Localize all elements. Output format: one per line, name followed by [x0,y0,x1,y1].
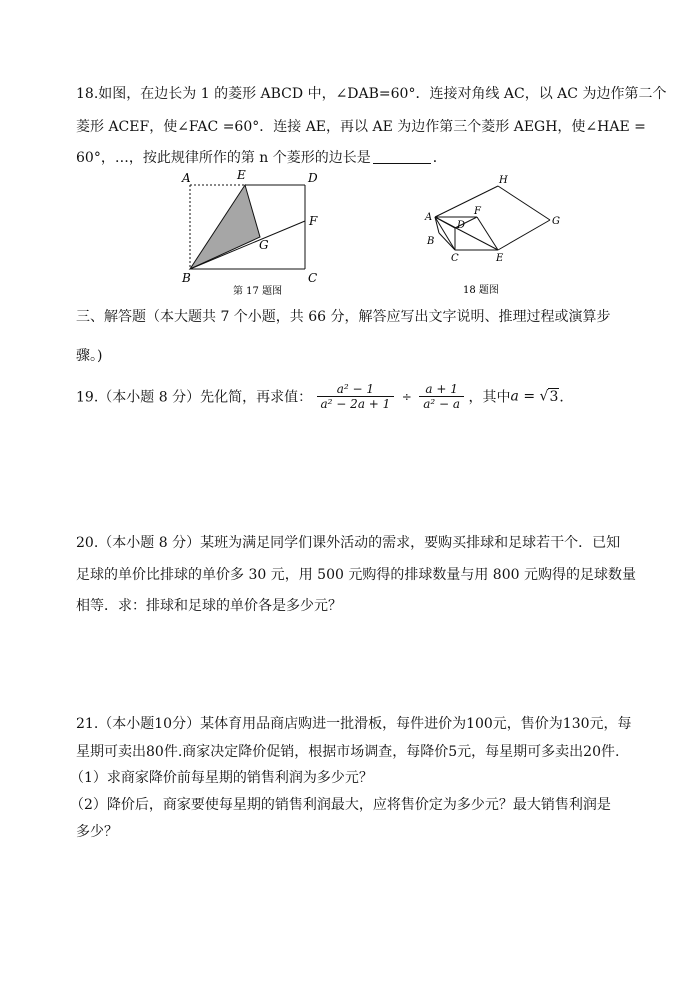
figure-18 [420,170,570,300]
q19-line [76,382,573,411]
figure-17-caption: 第 17 题图 [233,286,283,297]
label-c: C [451,253,459,264]
label-b: B [427,236,435,247]
fraction-1 [317,382,395,411]
section-3-heading-line-1: 三、解答题（本大题共 7 个小题，共 66 分，解答应写出文字说明、推理过程或演算步 [76,309,611,325]
label-e: E [237,168,246,182]
fraction-2-denominator: a² − a [423,397,461,411]
q20-line-3: 相等．求：排球和足球的单价各是多少元？ [76,598,342,614]
label-g: G [552,216,560,227]
shaded-triangle [190,185,260,269]
q19-variable: a [510,388,519,405]
side-ah [435,186,498,217]
q21-part-2-line-2: 多少？ [76,824,118,840]
q18-line-3-end: ． [432,150,447,166]
q18-line-3-text: 60°，…，按此规律所作的第 n 个菱形的边长是 [76,150,371,166]
sqrt-value: 3 [549,388,559,405]
side-bc [439,233,455,250]
label-e: E [496,253,504,264]
label-a: A [425,212,433,223]
label-d: D [308,171,318,185]
answer-blank [373,149,431,164]
q19-equals: = [518,388,540,405]
label-f: F [474,206,481,217]
label-b: B [182,271,191,285]
label-a: A [182,171,191,185]
q20-line-1: 20.（本小题 8 分）某班为满足同学们课外活动的需求，要购买排球和足球若干个．已知 [76,535,621,551]
q21-part-1: （1）求商家降价前每星期的销售利润为多少元？ [70,770,373,786]
label-g: G [259,238,269,252]
q21-line-2: 星期可卖出80件.商家决定降价促销，根据市场调查，每降价5元，每星期可多卖出20件. [76,744,620,760]
divide-sign: ÷ [401,389,412,404]
label-f: F [309,214,318,228]
q18-line-1: 18.如图，在边长为 1 的菱形 ABCD 中，∠DAB=60°．连接对角线 AC，以 AC 为边作第二个 [76,86,667,102]
q20-line-2: 足球的单价比排球的单价多 30 元，用 500 元购得的排球数量与用 800 元购得的足球数量 [76,567,636,583]
q18-line-3 [76,147,447,167]
figure-18-caption: 18 题图 [463,285,499,296]
q19-prefix: 19.（本小题 8 分）先化简，再求值： [76,389,313,406]
figure-17 [175,165,335,300]
q19-end: ． [559,389,574,406]
fraction-1-numerator: a² − 1 [317,382,395,397]
label-d: D [457,220,466,231]
fraction-2 [419,382,464,411]
label-c: C [308,271,318,285]
fraction-2-numerator: a + 1 [419,382,464,397]
q19-middle: ，其中 [468,389,511,406]
label-h: H [499,175,508,186]
sqrt-sign: √ [539,388,549,405]
side-eg [498,220,550,250]
fraction-1-denominator: a² − 2a + 1 [320,397,391,411]
side-hg [498,186,550,220]
q21-part-2-line-1: （2）降价后，商家要使每星期的销售利润最大，应将售价定为多少元？最大销售利润是 [70,797,611,813]
q21-line-1: 21.（本小题10分）某体育用品商店购进一批滑板，每件进价为100元，售价为130元，每 [76,716,632,732]
section-3-heading-line-2: 骤。) [76,348,103,364]
q18-line-2: 菱形 ACEF，使∠FAC =60°．连接 AE，再以 AE 为边作第三个菱形 AEGH，使∠HAE = [76,119,646,135]
